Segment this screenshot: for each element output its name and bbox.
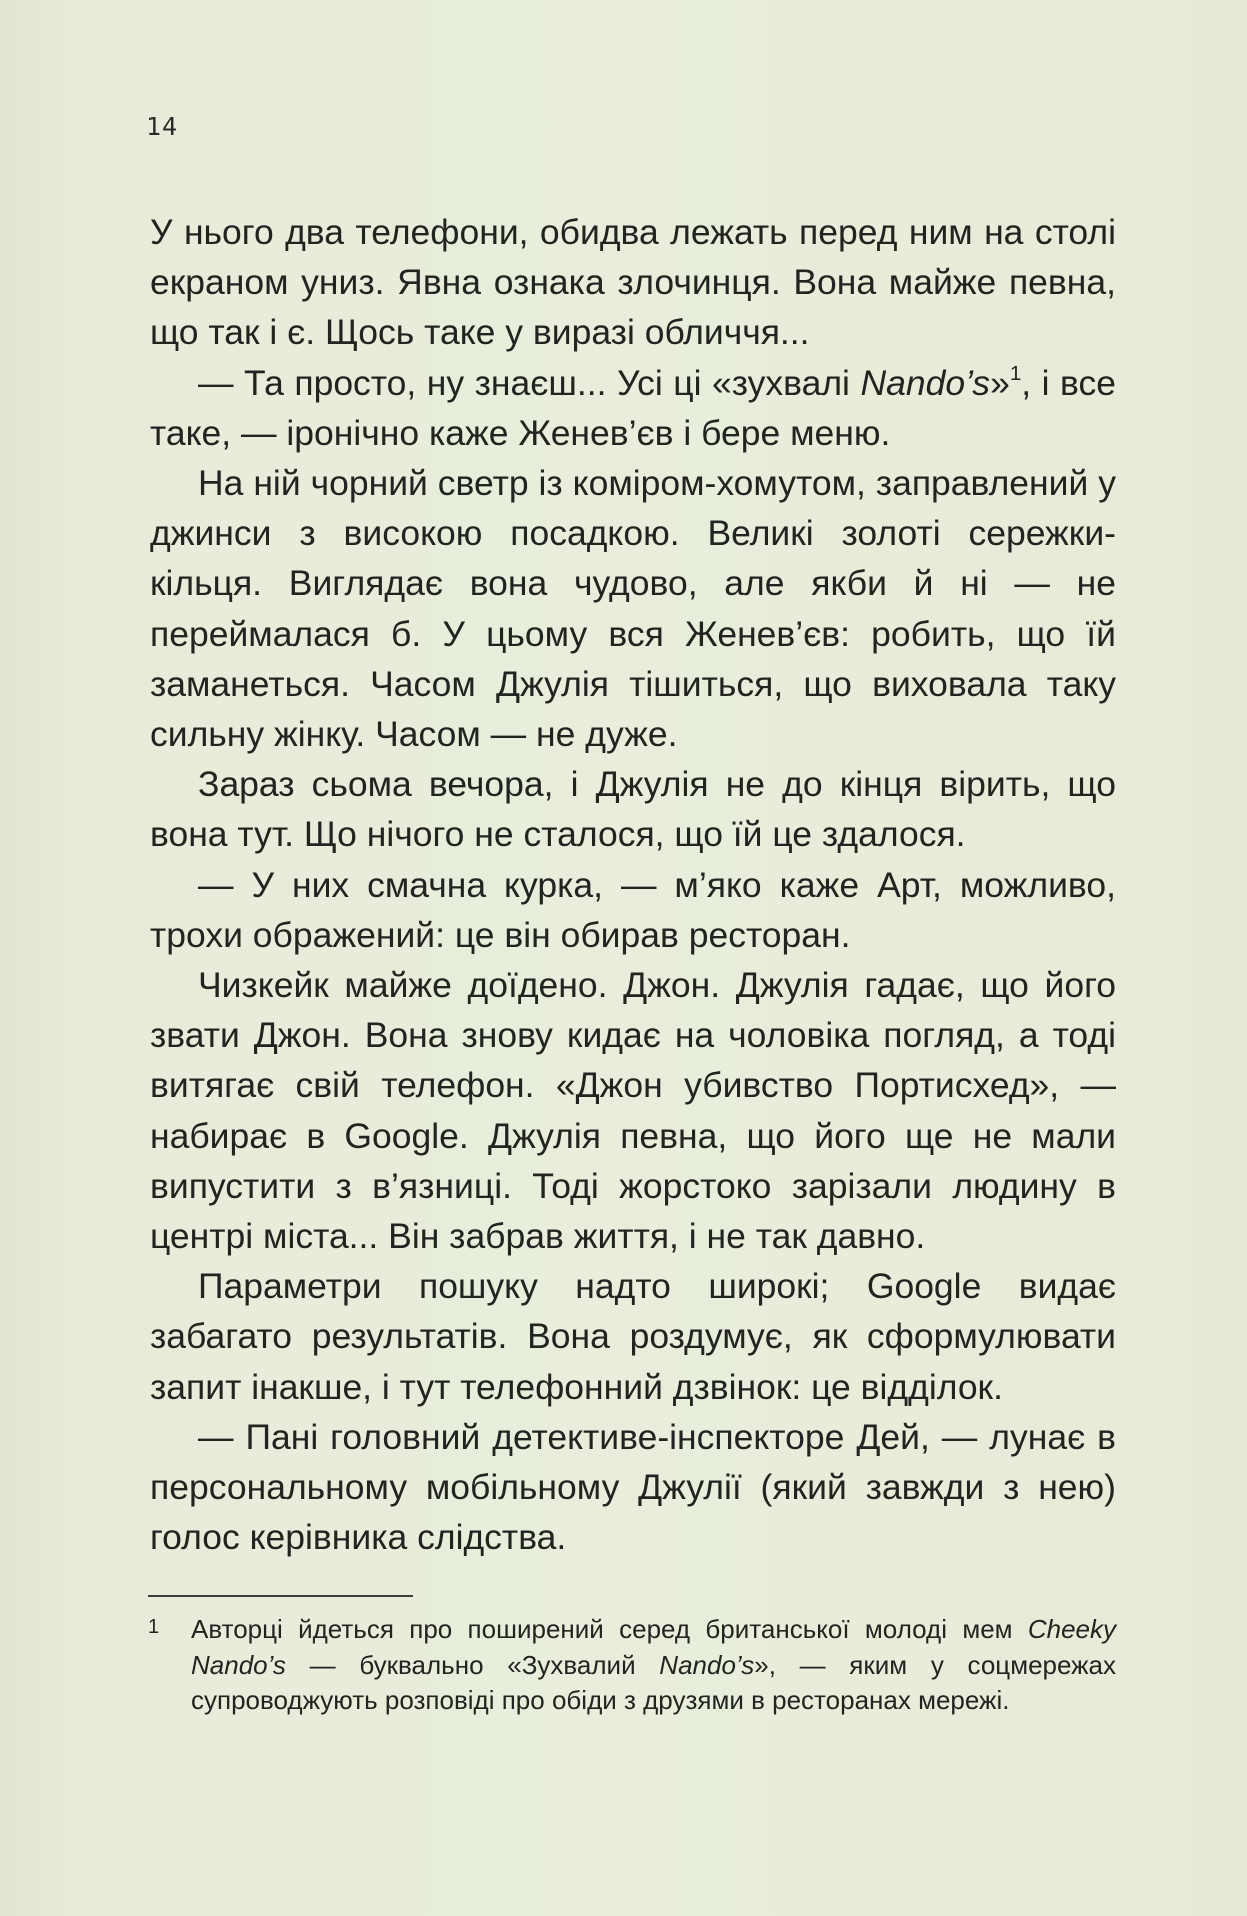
page-number: 14 — [146, 112, 179, 141]
paragraph-4: Зараз сьома вечора, і Джулія не до кінця вірить, що вона тут. Що нічого не сталося, що їй це здалося. — [150, 764, 1116, 855]
paragraph-2-start: — Та просто, ну знаєш... Усі ці «зухвалі — [198, 362, 861, 403]
footnote — [148, 1612, 1116, 1719]
footnote-reference[interactable]: 1 — [1009, 361, 1022, 385]
paragraph-6: Чизкейк майже доїдено. Джон. Джулія гадає, що його звати Джон. Вона знову кидає на чоловіка погляд, а тоді витягає свій телефон. «Джон убивство Портисхед», — набирає в Google. Джулія певна, що його ще не мали випустити з в’язниці. Тоді жорстоко зарізали людину в центрі міста... Він забрав життя, і не так давно. — [150, 965, 1116, 1257]
footnote-italic-1: Cheeky Nando’s — [191, 1614, 1116, 1680]
footnote-italic-2: Nando’s — [659, 1649, 755, 1680]
footnote-part-1: Авторці йдеться про поширений серед британської молоді мем — [191, 1614, 1028, 1644]
paragraph-1: У нього два телефони, обидва лежать перед ним на столі екраном униз. Явна ознака злочинця. Вона майже певна, що так і є. Щось таке у виразі обличчя... — [150, 212, 1116, 353]
main-text — [150, 207, 1116, 1562]
footnote-number: 1 — [148, 1616, 160, 1638]
footnote-part-2: — буквально «Зухвалий — [285, 1649, 660, 1680]
paragraph-7: Параметри пошуку надто широкі; Google видає забагато результатів. Вона роздумує, як сформулювати запит інакше, і тут телефонний дзвінок: це відділок. — [150, 1266, 1116, 1407]
paragraph-2-italic: Nando’s — [860, 362, 991, 403]
paragraph-3: На ній чорний светр із коміром-хомутом, заправлений у джинси з високою посадкою. Великі золоті сережки-кільця. Виглядає вона чудово, але якби й ні — не переймалася б. У цьому вся Женев’єв: робить, що їй заманеться. Часом Джулія тішиться, що виховала таку сильну жінку. Часом — не дуже. — [150, 463, 1116, 755]
footnote-part-3: », — яким у соцмережах супроводжують розповіді про обіди з друзями в ресторанах мережі. — [191, 1649, 1117, 1715]
footnote-divider — [148, 1595, 413, 1597]
paragraph-8: — Пані головний детективе-інспекторе Дей, — лунає в персональному мобільному Джулії (який завжди з нею) голос керівника слідства. — [150, 1416, 1116, 1558]
paragraph-5: — У них смачна курка, — м’яко каже Арт, можливо, трохи ображений: це він обирав ресторан. — [150, 864, 1116, 955]
paragraph-2-end: , і все таке, — іронічно каже Женев’єв і бере меню. — [150, 362, 1116, 453]
paragraph-2 — [150, 358, 1116, 458]
footnote-text — [191, 1612, 1116, 1719]
paragraph-2-quote: » — [990, 362, 1010, 403]
